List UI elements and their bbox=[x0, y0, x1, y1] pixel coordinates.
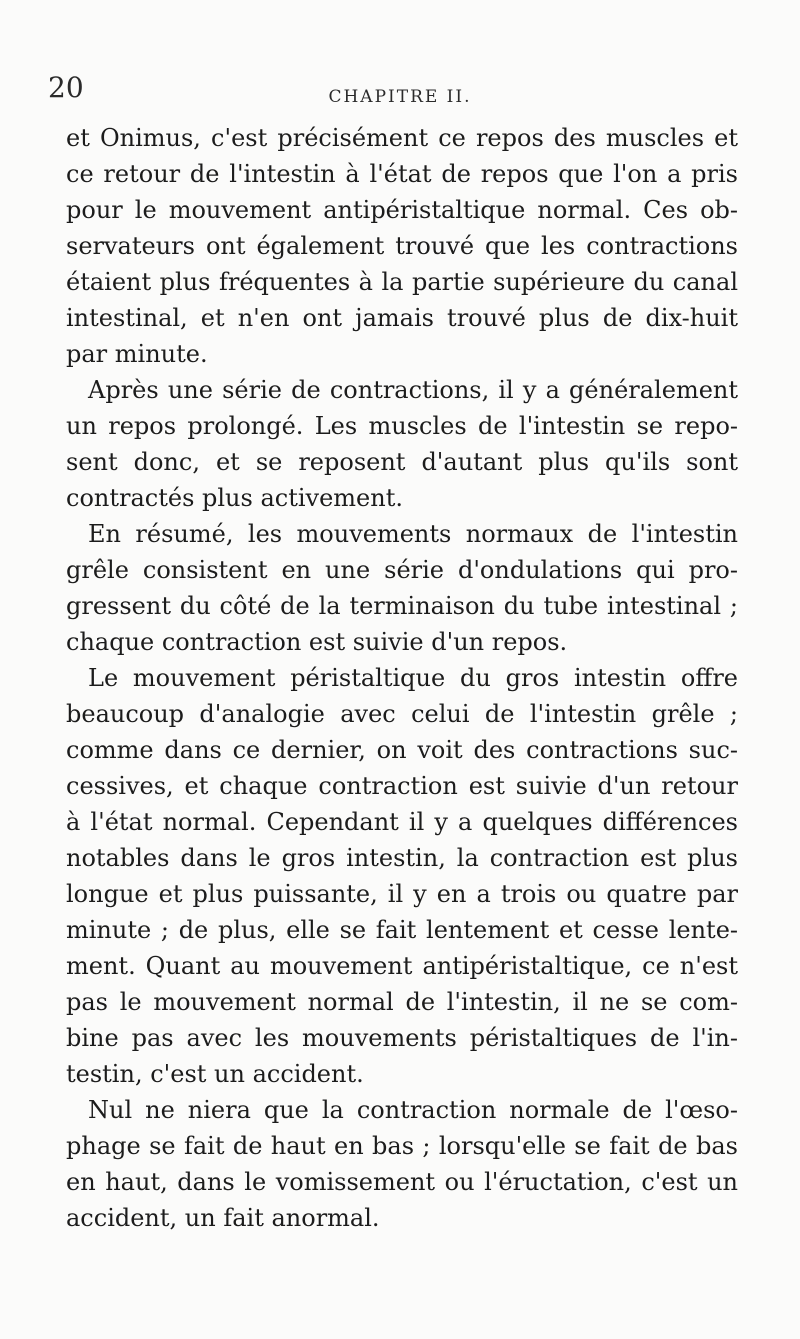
text-line: ce retour de l'intestin à l'état de repos que l'on a pris bbox=[66, 160, 738, 188]
running-head: CHAPITRE II. bbox=[328, 87, 472, 107]
text-line: minute ; de plus, elle se fait lentement et cesse lente- bbox=[66, 916, 738, 944]
text-line: servateurs ont également trouvé que les contractions bbox=[66, 232, 738, 260]
text-line: cessives, et chaque contraction est suivie d'un retour bbox=[66, 772, 738, 800]
text-line: Le mouvement péristaltique du gros intestin offre bbox=[88, 664, 738, 692]
body-text bbox=[66, 120, 738, 1236]
text-line: intestinal, et n'en ont jamais trouvé plus de dix-huit bbox=[66, 304, 738, 332]
text-line: Après une série de contractions, il y a généralement bbox=[88, 376, 738, 404]
text-line: bine pas avec les mouvements péristaltiques de l'in- bbox=[66, 1024, 738, 1052]
text-line: ment. Quant au mouvement antipéristaltique, ce n'est bbox=[66, 952, 738, 980]
text-line: contractés plus activement. bbox=[66, 484, 403, 512]
text-line: accident, un fait anormal. bbox=[66, 1204, 380, 1232]
text-line: Nul ne niera que la contraction normale de l'œso- bbox=[88, 1096, 738, 1124]
text-line: comme dans ce dernier, on voit des contractions suc- bbox=[66, 736, 738, 764]
text-line: un repos prolongé. Les muscles de l'intestin se repo- bbox=[66, 412, 738, 440]
text-line: grêle consistent en une série d'ondulations qui pro- bbox=[66, 556, 738, 584]
page-number: 20 bbox=[48, 71, 84, 104]
text-line: chaque contraction est suivie d'un repos. bbox=[66, 628, 568, 656]
text-line: et Onimus, c'est précisément ce repos des muscles et bbox=[66, 124, 738, 152]
text-line: pour le mouvement antipéristaltique normal. Ces ob- bbox=[66, 196, 738, 224]
text-line: testin, c'est un accident. bbox=[66, 1060, 364, 1088]
text-line: sent donc, et se reposent d'autant plus qu'ils sont bbox=[66, 448, 738, 476]
text-line: phage se fait de haut en bas ; lorsqu'elle se fait de bas bbox=[66, 1132, 738, 1160]
text-line: à l'état normal. Cependant il y a quelques différences bbox=[66, 808, 738, 836]
text-line: notables dans le gros intestin, la contraction est plus bbox=[66, 844, 738, 872]
text-line: longue et plus puissante, il y en a trois ou quatre par bbox=[66, 880, 738, 908]
text-line: par minute. bbox=[66, 340, 208, 368]
text-line: gressent du côté de la terminaison du tube intestinal ; bbox=[66, 592, 738, 620]
text-line: pas le mouvement normal de l'intestin, il ne se com- bbox=[66, 988, 738, 1016]
text-line: En résumé, les mouvements normaux de l'intestin bbox=[88, 520, 738, 548]
text-line: en haut, dans le vomissement ou l'éructation, c'est un bbox=[66, 1168, 738, 1196]
text-line: étaient plus fréquentes à la partie supérieure du canal bbox=[66, 268, 738, 296]
text-line: beaucoup d'analogie avec celui de l'intestin grêle ; bbox=[66, 700, 738, 728]
